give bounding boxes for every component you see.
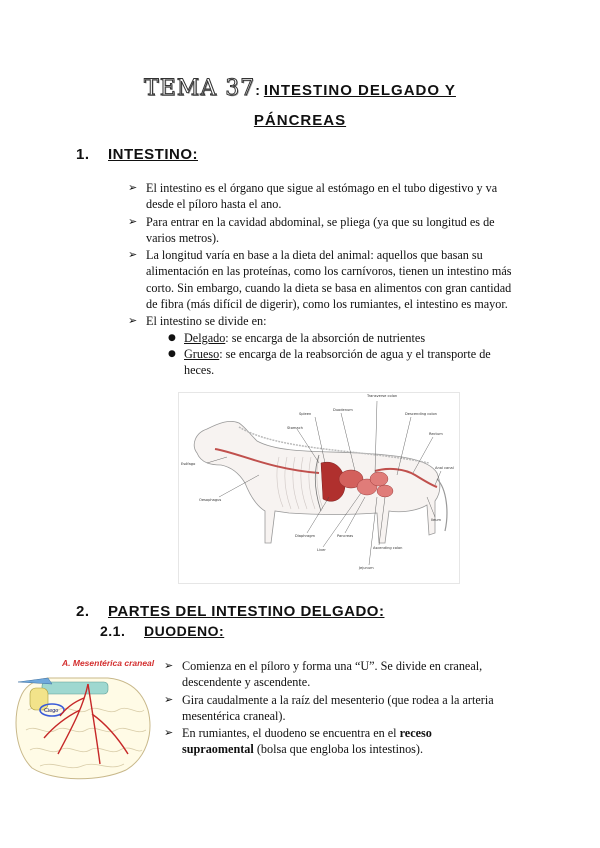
term-delgado-text: : se encarga de la absorción de nutrientes — [225, 330, 426, 345]
section-1-title: INTESTINO: — [108, 146, 198, 163]
list-item: ➢ Gira caudalmente a la raíz del mesenterio (que rodea a la arteria mesentérica craneal). — [164, 692, 504, 725]
label-diaphragm: Diaphragm — [295, 534, 315, 538]
ciego-shape — [30, 688, 48, 710]
duodenum-diagram — [8, 654, 158, 784]
section-2-title: PARTES DEL INTESTINO DELGADO: — [108, 603, 385, 620]
sub-list — [146, 330, 523, 379]
list-item: ➢ El intestino es el órgano que sigue al estómago en el tubo digestivo y va desde el píloro hasta el ano. — [128, 180, 523, 213]
label-ileum: Ileum — [431, 518, 442, 522]
sub-list-item — [168, 346, 523, 379]
dog-anatomy-illustration — [179, 393, 459, 583]
list-item-text: El intestino se divide en: — [146, 314, 267, 329]
root-shape — [18, 678, 52, 684]
tema-label: TEMA 37 — [144, 76, 256, 101]
label-anal-canal: Anal canal — [435, 466, 454, 470]
label-stomach: Stomach — [287, 426, 303, 430]
label-esofago: Esófago — [181, 462, 196, 466]
list-item — [164, 725, 504, 758]
title-line-1: INTESTINO DELGADO Y — [263, 82, 456, 99]
subsection-2-1-heading — [100, 623, 224, 639]
label-oesophagus: Oesophagus — [199, 498, 222, 502]
label-ascending-colon: Ascending colon — [373, 546, 403, 550]
label-descending-colon: Descending colon — [405, 412, 437, 416]
subsection-2-1-number: 2.1. — [100, 623, 126, 639]
section-1-heading — [76, 146, 198, 163]
section-2-list — [164, 658, 504, 759]
term-grueso-text: : se encarga de la reabsorción de agua y el transporte de heces. — [184, 346, 491, 378]
list-item: ➢ Comienza en el píloro y forma una “U”. Se divide en craneal, descendente y ascendente. — [164, 658, 504, 691]
section-1-number: 1. — [76, 146, 90, 163]
title-line-2: PÁNCREAS — [253, 112, 347, 129]
label-liver: Liver — [317, 548, 326, 552]
sub-list-item — [168, 330, 523, 346]
section-1-list — [128, 180, 523, 380]
label-duodenum: Duodenum — [333, 408, 353, 412]
receso-supraomental-term: receso supraomental — [182, 726, 432, 757]
label-transverse-colon: Transverse colon — [367, 394, 398, 398]
section-2-heading — [76, 603, 384, 620]
list-item — [128, 313, 523, 378]
title-colon: : — [255, 82, 260, 98]
list-item: ➢ Para entrar en la cavidad abdominal, se pliega (ya que su longitud es de varios metros). — [128, 214, 523, 247]
list-item-text-before: En rumiantes, el duodeno se encuentra en el — [182, 726, 400, 741]
label-jejunum: Jejunum — [359, 566, 374, 570]
label-artery: A. Mesentérica craneal — [62, 658, 155, 668]
label-pancreas: Pancreas — [337, 534, 354, 538]
term-grueso: Grueso — [184, 346, 220, 361]
dog-digestive-diagram — [178, 392, 460, 584]
mesentery-illustration — [8, 654, 158, 784]
subsection-2-1-title: DUODENO: — [144, 623, 225, 639]
list-item-text-after: (bolsa que engloba los intestinos). — [253, 742, 424, 757]
label-spleen: Spleen — [299, 412, 312, 416]
label-ciego: Ciego — [44, 708, 59, 714]
term-delgado: Delgado — [184, 330, 226, 345]
list-item: ➢ La longitud varía en base a la dieta del animal: aquellos que basan su alimentación en las proteínas, como los carnívoros, tienen un intestino más corto. Sin embargo, cuando la dieta se basa en alimentos con gran cantidad de fibra (más difícil de digerir), como los rumiantes, el intestino es mayor. — [128, 247, 523, 312]
page-title — [0, 76, 600, 134]
section-2-number: 2. — [76, 603, 90, 620]
label-rectum: Rectum — [429, 432, 443, 436]
